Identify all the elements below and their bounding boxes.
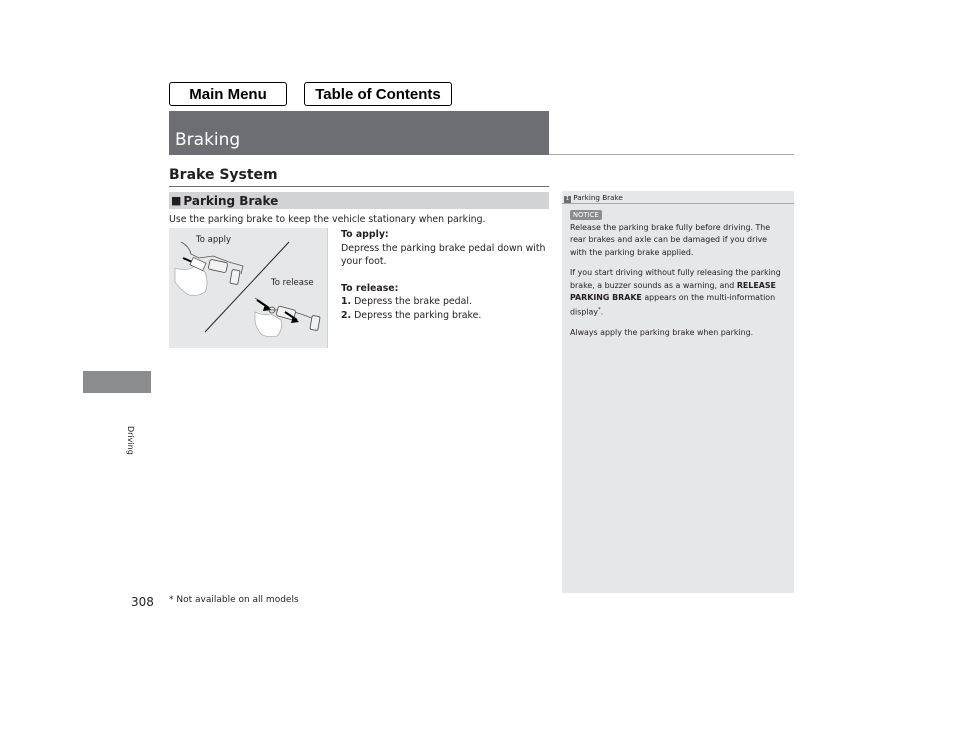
parking-brake-illustration: [169, 228, 328, 348]
subsection-marker: ■: [171, 194, 182, 207]
page-title-bar: [169, 111, 549, 155]
to-release-label: To release: [271, 278, 314, 288]
sidebar-title: [562, 191, 794, 203]
step-text: Depress the parking brake.: [354, 309, 482, 321]
step-text: Depress the brake pedal.: [354, 296, 472, 307]
apply-text-line: Depress the parking brake pedal down with: [341, 242, 546, 254]
release-heading: To release:: [341, 282, 399, 294]
apply-heading: To apply:: [341, 229, 389, 240]
section-divider: [169, 186, 549, 187]
sidebar-line: display: [570, 308, 599, 318]
pedal-diagram: [169, 228, 328, 348]
sidebar-line: appears on the multi-information: [641, 293, 776, 303]
message-text: RELEASE: [736, 280, 776, 290]
page-number: 308: [131, 595, 154, 609]
sidebar-paragraph: [570, 267, 792, 319]
page-title: Braking: [175, 130, 241, 150]
sidebar-paragraph: [570, 222, 792, 259]
sidebar-line: rear brakes and axle can be damaged if you drive: [570, 235, 768, 245]
section-title: Brake System: [169, 167, 278, 183]
instructions: [341, 228, 551, 322]
sidebar-line: brake, a buzzer sounds as a warning, and: [570, 280, 737, 290]
chapter-label: Driving: [126, 426, 135, 455]
sidebar-line: with the parking brake applied.: [570, 247, 694, 257]
notes-sidebar: [562, 191, 794, 593]
footnote-marker: *: [598, 307, 601, 314]
to-apply-label: To apply: [196, 235, 232, 245]
sidebar-divider: [562, 203, 794, 204]
message-text: PARKING BRAKE: [570, 293, 642, 303]
intro-text: Use the parking brake to keep the vehicle stationary when parking.: [169, 214, 486, 225]
chapter-tab: [83, 371, 151, 393]
sidebar-paragraph: [570, 327, 792, 339]
reference-marker-icon: 1: [565, 196, 570, 202]
main-menu-button[interactable]: Main Menu: [169, 82, 287, 106]
sidebar-body: [570, 222, 792, 348]
sidebar-title-text: Parking Brake: [573, 193, 623, 202]
sidebar-line: .: [600, 308, 604, 318]
sidebar-line: If you start driving without fully releasing the parking: [570, 268, 781, 278]
subsection-title: Parking Brake: [183, 193, 279, 208]
subsection-header: [169, 192, 549, 209]
footnote: * Not available on all models: [169, 595, 299, 605]
sidebar-line: Always apply the parking brake when parking.: [570, 328, 754, 338]
table-of-contents-button[interactable]: Table of Contents: [304, 82, 452, 106]
step-number: 1.: [341, 296, 352, 307]
apply-text-line: your foot.: [341, 256, 387, 267]
step-number: 2.: [341, 309, 352, 321]
release-step-1: [341, 295, 551, 309]
title-divider: [549, 154, 794, 155]
release-step-2: [341, 309, 551, 323]
sidebar-line: Release the parking brake fully before driving. The: [570, 223, 771, 232]
notice-badge: NOTICE: [570, 210, 602, 220]
